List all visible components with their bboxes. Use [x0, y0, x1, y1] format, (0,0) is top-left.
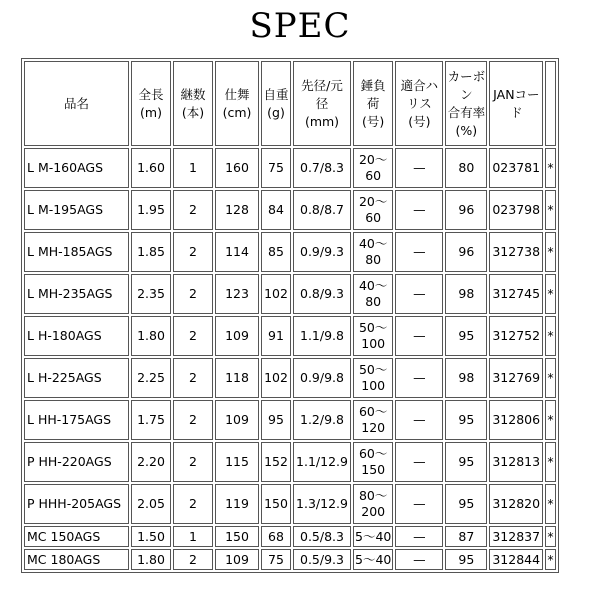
column-header-line: リス [406, 95, 432, 111]
length-cell: 2.25 [131, 358, 171, 398]
table-row [24, 484, 556, 524]
diameter-cell: 1.1/9.8 [293, 316, 351, 356]
column-header-line: 先径/元 [301, 77, 343, 93]
line-cell: — [395, 484, 443, 524]
mark-cell: * [545, 232, 555, 272]
column-header-line: (cm) [222, 104, 252, 120]
weight-cell: 84 [261, 190, 291, 230]
column-header [353, 61, 393, 146]
carbon-cell: 95 [445, 484, 487, 524]
length-cell: 1.80 [131, 316, 171, 356]
weight-cell: 102 [261, 358, 291, 398]
carbon-cell: 98 [445, 274, 487, 314]
line-cell: — [395, 526, 443, 547]
weight-cell: 150 [261, 484, 291, 524]
diameter-cell: 0.5/9.3 [293, 549, 351, 570]
diameter-cell: 0.8/8.7 [293, 190, 351, 230]
table-row [24, 316, 556, 356]
length-cell: 2.20 [131, 442, 171, 482]
carbon-cell: 95 [445, 442, 487, 482]
carbon-cell: 96 [445, 232, 487, 272]
sections-cell: 1 [173, 148, 213, 188]
column-header [215, 61, 259, 146]
product-name-cell: L M-195AGS [24, 190, 129, 230]
sinker-load-line: 80 [365, 294, 382, 309]
sinker-load-cell [353, 232, 393, 272]
sinker-load-line: 60～ [358, 446, 388, 461]
diameter-cell: 1.1/12.9 [293, 442, 351, 482]
carbon-cell: 96 [445, 190, 487, 230]
closed-length-cell: 109 [215, 549, 259, 570]
jan-code-cell: 312820 [489, 484, 543, 524]
sinker-load-cell [353, 316, 393, 356]
sinker-load-line: 80 [365, 252, 382, 267]
jan-code-cell: 312769 [489, 358, 543, 398]
sinker-load-line: 40～ [358, 236, 388, 251]
column-header-line: 適合ハ [400, 77, 439, 93]
sinker-load-line: 150 [361, 462, 386, 477]
sinker-load-line: 100 [361, 336, 386, 351]
table-row [24, 549, 556, 570]
jan-code-cell: 312806 [489, 400, 543, 440]
product-name-cell: MC 180AGS [24, 549, 129, 570]
table-row [24, 274, 556, 314]
jan-code-cell: 312752 [489, 316, 543, 356]
sections-cell: 2 [173, 442, 213, 482]
closed-length-cell: 114 [215, 232, 259, 272]
mark-cell: * [545, 549, 555, 570]
table-row [24, 442, 556, 482]
column-header [24, 61, 129, 146]
table-row [24, 400, 556, 440]
mark-cell: * [545, 316, 555, 356]
carbon-cell: 95 [445, 400, 487, 440]
sinker-load-cell [353, 484, 393, 524]
column-header [261, 61, 291, 146]
header-row [24, 61, 556, 146]
line-cell: — [395, 358, 443, 398]
mark-cell: * [545, 484, 555, 524]
table-row [24, 232, 556, 272]
jan-code-cell: 023781 [489, 148, 543, 188]
sections-cell: 2 [173, 400, 213, 440]
sinker-load-cell [353, 549, 393, 570]
sinker-load-line: 50～ [358, 320, 388, 335]
closed-length-cell: 160 [215, 148, 259, 188]
carbon-cell: 95 [445, 549, 487, 570]
closed-length-cell: 119 [215, 484, 259, 524]
closed-length-cell: 123 [215, 274, 259, 314]
sections-cell: 1 [173, 526, 213, 547]
mark-cell: * [545, 190, 555, 230]
weight-cell: 68 [261, 526, 291, 547]
mark-cell: * [545, 148, 555, 188]
column-header-line: (m) [140, 104, 162, 120]
line-cell: — [395, 274, 443, 314]
sinker-load-line: 80～ [358, 488, 388, 503]
column-header-line: ド [510, 104, 523, 120]
closed-length-cell: 118 [215, 358, 259, 398]
column-header-line: ン [460, 86, 473, 102]
column-header-line: 全長 [138, 86, 164, 102]
column-header-line: 径 [315, 95, 329, 111]
line-cell: — [395, 442, 443, 482]
table-row [24, 190, 556, 230]
line-cell: — [395, 316, 443, 356]
sections-cell: 2 [173, 232, 213, 272]
column-header-line: 錘負荷 [360, 77, 386, 111]
carbon-cell: 80 [445, 148, 487, 188]
length-cell: 2.05 [131, 484, 171, 524]
jan-code-cell: 023798 [489, 190, 543, 230]
column-header [293, 61, 351, 146]
sinker-load-cell [353, 400, 393, 440]
diameter-cell: 1.2/9.8 [293, 400, 351, 440]
mark-cell: * [545, 400, 555, 440]
diameter-cell: 0.9/9.8 [293, 358, 351, 398]
column-header [173, 61, 213, 146]
sinker-load-cell [353, 148, 393, 188]
sections-cell: 2 [173, 274, 213, 314]
column-header [131, 61, 171, 146]
closed-length-cell: 150 [215, 526, 259, 547]
column-header-line: (本) [181, 104, 205, 120]
sinker-load-line: 120 [361, 420, 386, 435]
weight-cell: 91 [261, 316, 291, 356]
mark-cell: * [545, 274, 555, 314]
sinker-load-line: 20～ [358, 194, 388, 209]
column-header-line: 自重 [263, 86, 289, 102]
column-header-line: (g) [267, 104, 285, 120]
jan-code-cell: 312745 [489, 274, 543, 314]
sinker-load-cell [353, 274, 393, 314]
product-name-cell: P HHH-205AGS [24, 484, 129, 524]
carbon-cell: 95 [445, 316, 487, 356]
table-row [24, 526, 556, 547]
column-header [545, 61, 555, 146]
jan-code-cell: 312738 [489, 232, 543, 272]
column-header-line: 品名 [63, 95, 89, 111]
product-name-cell: L M-160AGS [24, 148, 129, 188]
mark-cell: * [545, 442, 555, 482]
column-header [445, 61, 487, 146]
column-header [395, 61, 443, 146]
diameter-cell: 0.8/9.3 [293, 274, 351, 314]
sections-cell: 2 [173, 549, 213, 570]
closed-length-cell: 109 [215, 400, 259, 440]
sinker-load-cell [353, 358, 393, 398]
jan-code-cell: 312837 [489, 526, 543, 547]
product-name-cell: L MH-185AGS [24, 232, 129, 272]
length-cell: 1.85 [131, 232, 171, 272]
weight-cell: 75 [261, 148, 291, 188]
sinker-load-line: 60～ [358, 404, 388, 419]
product-name-cell: L H-180AGS [24, 316, 129, 356]
column-header-line: (号) [362, 113, 385, 129]
page-title: SPEC [249, 6, 351, 46]
sinker-load-line: 5～40 [355, 528, 392, 544]
length-cell: 1.50 [131, 526, 171, 547]
column-header [489, 61, 543, 146]
sinker-load-line: 60 [365, 168, 382, 183]
product-name-cell: MC 150AGS [24, 526, 129, 547]
sinker-load-cell [353, 526, 393, 547]
sinker-load-line: 40～ [358, 278, 388, 293]
mark-cell: * [545, 526, 555, 547]
weight-cell: 102 [261, 274, 291, 314]
sections-cell: 2 [173, 316, 213, 356]
weight-cell: 85 [261, 232, 291, 272]
sinker-load-line: 20～ [358, 152, 388, 167]
mark-cell: * [545, 358, 555, 398]
diameter-cell: 0.9/9.3 [293, 232, 351, 272]
table-row [24, 358, 556, 398]
jan-code-cell: 312813 [489, 442, 543, 482]
product-name-cell: L MH-235AGS [24, 274, 129, 314]
line-cell: — [395, 190, 443, 230]
column-header-line: JANコー [493, 86, 540, 102]
diameter-cell: 0.7/8.3 [293, 148, 351, 188]
length-cell: 1.60 [131, 148, 171, 188]
product-name-cell: P HH-220AGS [24, 442, 129, 482]
sinker-load-line: 200 [361, 504, 386, 519]
sinker-load-line: 50～ [358, 362, 388, 377]
sinker-load-cell [353, 442, 393, 482]
column-header-line: (%) [455, 122, 478, 138]
sinker-load-line: 60 [365, 210, 382, 225]
column-header-line: (号) [408, 113, 431, 129]
sections-cell: 2 [173, 484, 213, 524]
sinker-load-line: 100 [361, 378, 386, 393]
product-name-cell: L H-225AGS [24, 358, 129, 398]
column-header-line: 合有率 [447, 104, 486, 120]
line-cell: — [395, 400, 443, 440]
closed-length-cell: 115 [215, 442, 259, 482]
table-body [24, 148, 556, 570]
length-cell: 1.75 [131, 400, 171, 440]
length-cell: 1.95 [131, 190, 171, 230]
column-header-line: 継数 [180, 86, 206, 102]
closed-length-cell: 109 [215, 316, 259, 356]
sinker-load-line: 5～40 [355, 551, 392, 567]
weight-cell: 95 [261, 400, 291, 440]
diameter-cell: 1.3/12.9 [293, 484, 351, 524]
jan-code-cell: 312844 [489, 549, 543, 570]
column-header-line: (mm) [304, 113, 340, 129]
line-cell: — [395, 148, 443, 188]
length-cell: 1.80 [131, 549, 171, 570]
carbon-cell: 98 [445, 358, 487, 398]
column-header-line: カーボ [447, 68, 486, 84]
sections-cell: 2 [173, 190, 213, 230]
closed-length-cell: 128 [215, 190, 259, 230]
diameter-cell: 0.5/8.3 [293, 526, 351, 547]
product-name-cell: L HH-175AGS [24, 400, 129, 440]
line-cell: — [395, 549, 443, 570]
sections-cell: 2 [173, 358, 213, 398]
spec-table [21, 58, 559, 573]
column-header-line: 仕舞 [224, 86, 250, 102]
length-cell: 2.35 [131, 274, 171, 314]
table-row [24, 148, 556, 188]
weight-cell: 75 [261, 549, 291, 570]
line-cell: — [395, 232, 443, 272]
carbon-cell: 87 [445, 526, 487, 547]
weight-cell: 152 [261, 442, 291, 482]
sinker-load-cell [353, 190, 393, 230]
